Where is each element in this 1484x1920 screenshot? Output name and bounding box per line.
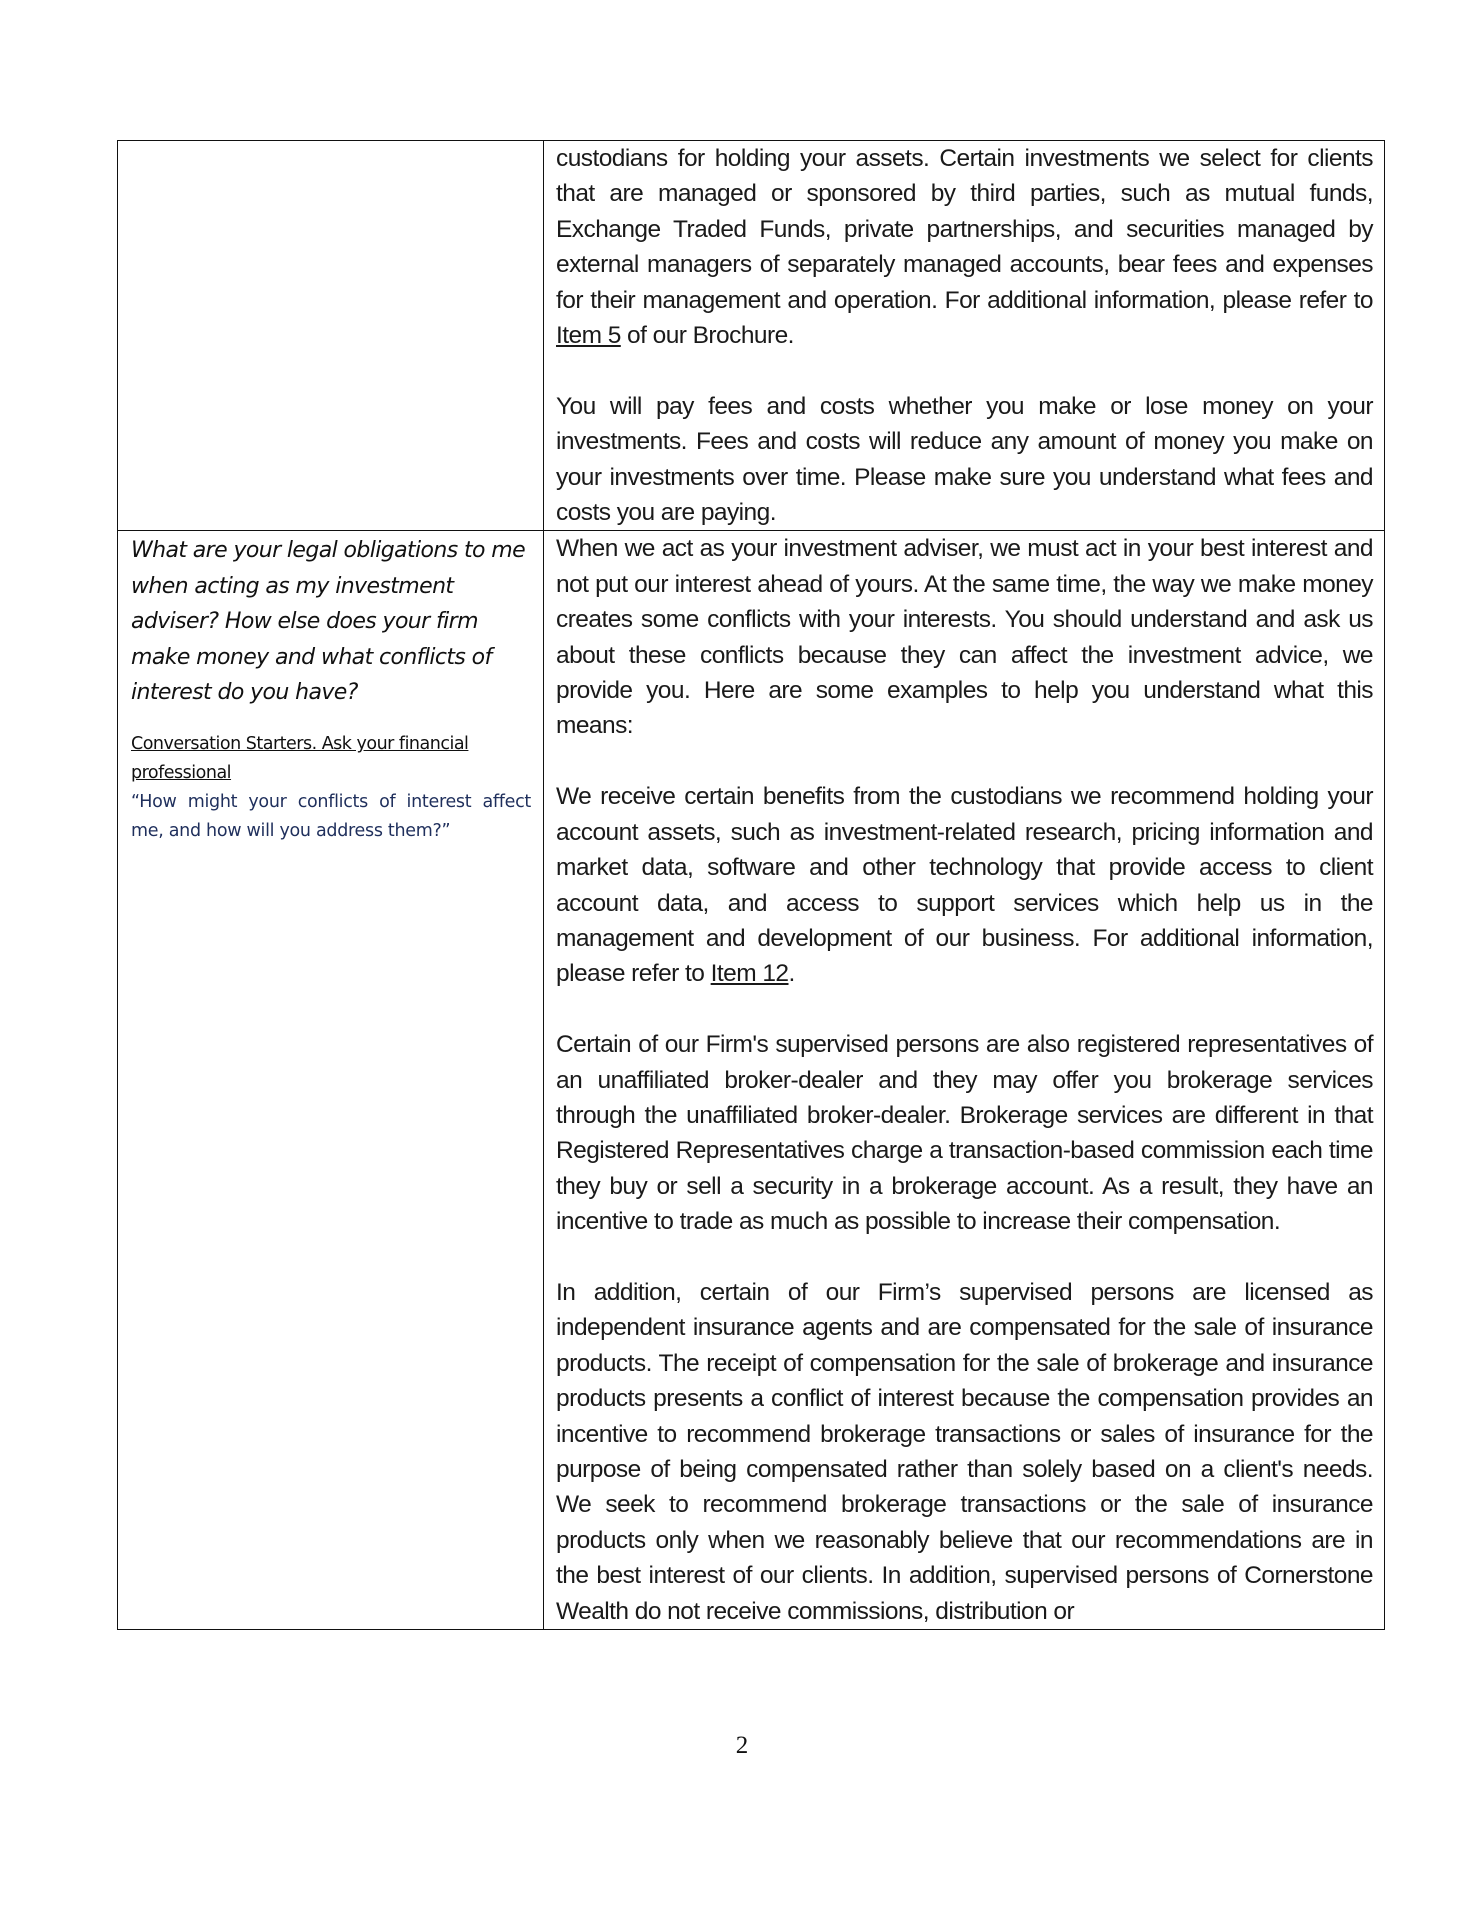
fees-paragraph-tail: of our Brochure. <box>620 322 794 350</box>
row1-right-cell <box>544 141 1385 531</box>
section-question-heading: What are your legal obligations to me when acting as my investment adviser? How else does your firm make money and what conflicts of interest do you have? <box>131 538 526 706</box>
row2-right-cell <box>544 531 1385 1630</box>
custodian-benefits-tail: . <box>788 960 795 988</box>
disclosure-table <box>117 140 1385 1630</box>
page-number: 2 <box>735 1732 749 1759</box>
fees-paragraph <box>556 141 1373 353</box>
conversation-starters-quote: “How might your conflicts of interest affect me, and how will you address them?” <box>131 792 531 842</box>
fees-paragraph-text: custodians for holding your assets. Certain investments we select for clients that are managed or sponsored by third parties, such as mutual funds, Exchange Traded Funds, private partnerships, and securities managed by external managers of separately managed accounts, bear fees and expenses for their management and operation. For additional information, please refer to <box>556 145 1373 314</box>
row2-left-cell <box>118 531 544 1630</box>
conversation-starters-heading: Conversation Starters. Ask your financial professional <box>131 734 469 784</box>
custodian-benefits-paragraph <box>556 779 1373 991</box>
row1-left-cell-empty <box>118 141 544 531</box>
custodian-benefits-text: We receive certain benefits from the custodians we recommend holding your account assets, such as investment-related research, pricing information and market data, software and other technology that provide access to client account data, and access to support services which help us in the management and development of our business. For additional information, please refer to <box>556 783 1373 988</box>
fees-costs-paragraph: You will pay fees and costs whether you make or lose money on your investments. Fees and costs will reduce any amount of money you make on your investments over time. Please make sure you understand what fees and costs you are paying. <box>556 392 1373 527</box>
item-5-link[interactable]: Item 5 <box>556 322 621 350</box>
item-12-link[interactable]: Item 12 <box>710 960 789 988</box>
table-row-legal-obligations <box>118 531 1385 1630</box>
insurance-agents-paragraph: In addition, certain of our Firm’s supervised persons are licensed as independent insurance agents and are compensated for the sale of insurance products. The receipt of compensation for the sale of brokerage and insurance products presents a conflict of interest because the compensation provides an incentive to recommend brokerage transactions or sales of insurance for the purpose of being compensated rather than solely based on a client's needs. We seek to recommend brokerage transactions or the sale of insurance products only when we reasonably believe that our recommendations are in the best interest of our clients. In addition, supervised persons of Cornerstone Wealth do not receive commissions, distribution or <box>556 1278 1373 1625</box>
broker-dealer-paragraph: Certain of our Firm's supervised persons are also registered representatives of an unaffiliated broker-dealer and they may offer you brokerage services through the unaffiliated broker-dealer. Brokerage services are different in that Registered Representatives charge a transaction-based commission each time they buy or sell a security in a brokerage account. As a result, they have an incentive to trade as much as possible to increase their compensation. <box>556 1031 1373 1236</box>
table-row-fees-continued <box>118 141 1385 531</box>
best-interest-paragraph: When we act as your investment adviser, we must act in your best interest and not put our interest ahead of yours. At the same time, the way we make money creates some conflicts with your interests. You should understand and ask us about these conflicts because they can affect the investment advice, we provide you. Here are some examples to help you understand what this means: <box>556 535 1373 740</box>
